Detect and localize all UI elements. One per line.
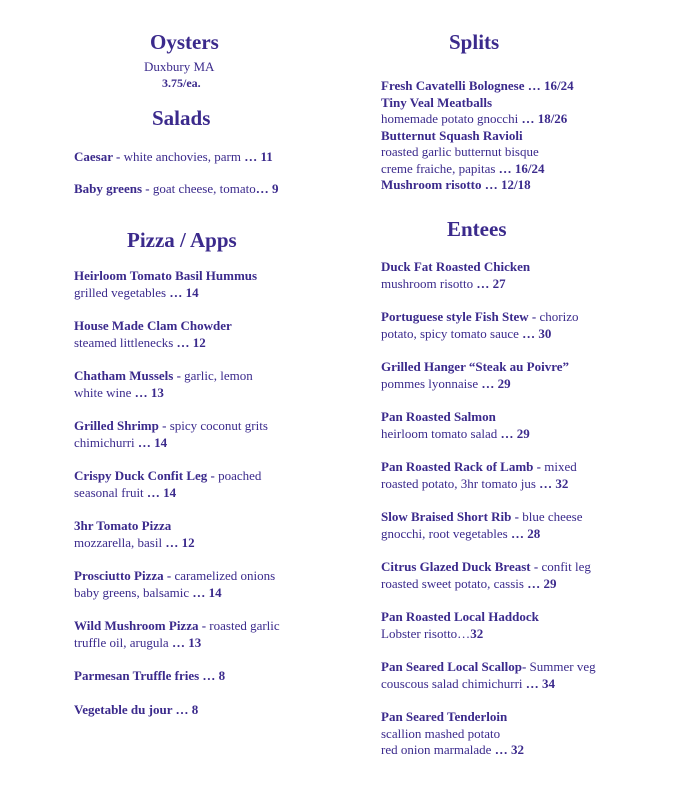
menu-item: Crispy Duck Confit Leg - poached seasonal fruit … 14 <box>74 468 262 500</box>
entrees-heading: Entees <box>447 217 507 241</box>
menu-item: Grilled Shrimp - spicy coconut grits chimichurri … 14 <box>74 418 268 450</box>
menu-item: Pan Roasted Rack of Lamb - mixed roasted potato, 3hr tomato jus … 32 <box>381 459 577 491</box>
oysters-price: 3.75/ea. <box>162 76 201 90</box>
splits-list: Fresh Cavatelli Bolognese … 16/24 Tiny Veal Meatballs homemade potato gnocchi … 18/26 Butternut Squash Ravioli roasted garlic butternut bisque creme fraiche, papitas … 16/24 Mushroom risotto … 12/18 <box>381 78 574 192</box>
menu-item: Pan Roasted Salmon heirloom tomato salad … 29 <box>381 409 530 441</box>
salad-item-baby-greens: Baby greens - goat cheese, tomato… 9 <box>74 181 279 196</box>
menu-item: Parmesan Truffle fries … 8 <box>74 668 226 683</box>
menu-item: Pan Roasted Local Haddock Lobster risotto…32 <box>381 609 539 641</box>
menu-item: Duck Fat Roasted Chicken mushroom risotto … 27 <box>381 259 531 291</box>
menu-item: Heirloom Tomato Basil Hummus grilled vegetables … 14 <box>74 268 258 300</box>
oysters-heading: Oysters <box>150 30 219 54</box>
menu-item: Pan Seared Local Scallop- Summer veg couscous salad chimichurri … 34 <box>381 659 596 691</box>
menu-item: Pan Seared Tenderloin scallion mashed potato red onion marmalade … 32 <box>381 709 524 757</box>
salads-heading: Salads <box>152 106 211 130</box>
menu-item: Vegetable du jour … 8 <box>74 702 199 717</box>
salad-item-caesar: Caesar - white anchovies, parm … 11 <box>74 149 273 164</box>
oysters-location: Duxbury MA <box>144 59 215 74</box>
menu-item: Wild Mushroom Pizza - roasted garlic truffle oil, arugula … 13 <box>74 618 280 650</box>
pizza-apps-heading: Pizza / Apps <box>127 228 237 252</box>
menu-item: Citrus Glazed Duck Breast - confit leg roasted sweet potato, cassis … 29 <box>381 559 591 591</box>
menu-item: Grilled Hanger “Steak au Poivre” pommes lyonnaise … 29 <box>381 359 570 391</box>
menu-item: House Made Clam Chowder steamed littlenecks … 12 <box>74 318 232 350</box>
menu-item: Chatham Mussels - garlic, lemon white wine … 13 <box>74 368 253 400</box>
menu-item: Portuguese style Fish Stew - chorizo potato, spicy tomato sauce … 30 <box>381 309 579 341</box>
menu-item: Slow Braised Short Rib - blue cheese gnocchi, root vegetables … 28 <box>381 509 583 541</box>
splits-heading: Splits <box>449 30 500 54</box>
menu-item: Prosciutto Pizza - caramelized onions baby greens, balsamic … 14 <box>74 568 276 600</box>
menu-item: 3hr Tomato Pizza mozzarella, basil … 12 <box>74 518 195 550</box>
